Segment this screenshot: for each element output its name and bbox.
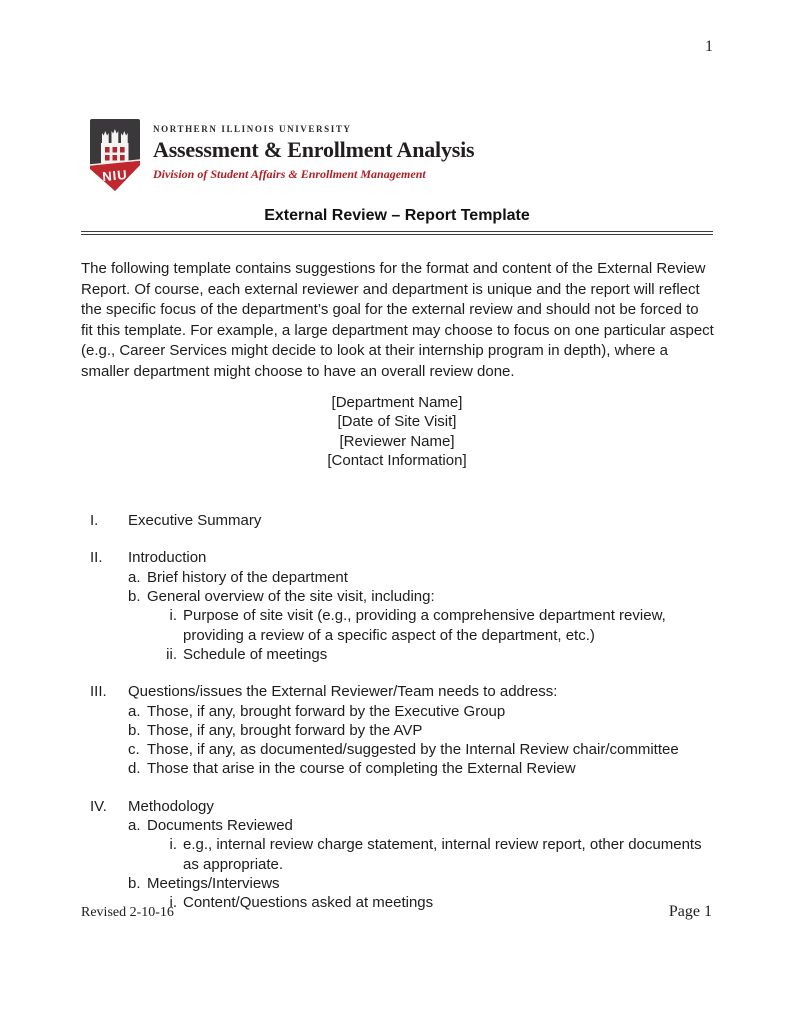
outline-marker: a. xyxy=(128,702,141,720)
outline-item-text: Those, if any, brought forward by the Executive Group xyxy=(147,702,506,720)
outline-section-questions-issues xyxy=(81,682,713,778)
logo-text-block xyxy=(153,118,474,182)
outline-subitem xyxy=(147,606,713,645)
outline-marker: i. xyxy=(169,894,177,912)
intro-paragraph: The following template contains suggestions for the format and content of the External Review Report. Of course, each external reviewer and department is unique and the report will reflect the specific focus of the department’s goal for the external review and should not be forced to fit this template. For example, a large department may choose to focus on one particular aspect (e.g., Career Services might decide to look at their internship program in depth), where a smaller department might choose to have an overall review done. xyxy=(81,260,714,380)
outline-item xyxy=(128,568,713,587)
footer-page-number: Page 1 xyxy=(668,903,712,920)
outline-marker: b. xyxy=(128,588,141,606)
outline-row xyxy=(81,682,713,701)
placeholder-contact-information: [Contact Information] xyxy=(327,451,467,469)
placeholder-block xyxy=(81,393,713,470)
outline-item-text: Meetings/Interviews xyxy=(147,874,280,892)
outline-marker: i. xyxy=(169,607,177,625)
outline-marker: I. xyxy=(90,512,99,530)
outline-item xyxy=(128,874,713,893)
outline-marker: b. xyxy=(128,721,141,739)
document-title: External Review – Report Template xyxy=(264,207,530,224)
outline-item xyxy=(128,816,713,835)
outline-subitem xyxy=(147,835,713,874)
outline-item xyxy=(128,740,713,759)
placeholder-department-name: [Department Name] xyxy=(331,394,463,411)
outline-marker: c. xyxy=(128,741,140,759)
outline-title: Executive Summary xyxy=(128,512,262,530)
outline-title: Methodology xyxy=(128,797,214,815)
outline-section-introduction xyxy=(81,548,713,664)
title-double-rule xyxy=(81,231,713,235)
outline-marker: III. xyxy=(90,683,107,701)
outline-marker: ii. xyxy=(166,645,177,663)
outline-item-text: Brief history of the department xyxy=(147,568,348,586)
niu-logo xyxy=(81,118,713,192)
logo-university-name: NORTHERN ILLINOIS UNIVERSITY xyxy=(153,124,352,134)
outline-marker: i. xyxy=(169,836,177,854)
outline-section-methodology xyxy=(81,797,713,913)
logo-department-name: Assessment & Enrollment Analysis xyxy=(153,137,475,162)
outline-subitem-text: Purpose of site visit (e.g., providing a comprehensive department review, providing a review of a specific aspect of the department, etc.) xyxy=(183,607,666,644)
outline-marker: IV. xyxy=(90,797,107,815)
outline-subitem-text: e.g., internal review charge statement, internal review report, other documents as appropriate. xyxy=(183,836,702,873)
niu-shield-icon xyxy=(88,118,142,192)
outline-item xyxy=(128,721,713,740)
logo-division-name: Division of Student Affairs & Enrollment Management xyxy=(153,167,426,181)
header-page-number: 1 xyxy=(705,38,713,55)
outline-marker: II. xyxy=(90,549,103,567)
outline-item-text: Those, if any, brought forward by the AVP xyxy=(147,721,423,739)
outline-item xyxy=(128,759,713,778)
outline-subitem-text: Content/Questions asked at meetings xyxy=(183,894,434,912)
outline-row xyxy=(81,511,713,530)
outline-title: Questions/issues the External Reviewer/Team needs to address: xyxy=(128,683,558,701)
outline-title: Introduction xyxy=(128,549,207,567)
placeholder-date-of-site-visit: [Date of Site Visit] xyxy=(337,413,457,431)
outline-item-text: Documents Reviewed xyxy=(147,817,293,835)
outline-item-text: General overview of the site visit, including: xyxy=(147,588,435,606)
outline-section-executive-summary xyxy=(81,511,713,530)
outline-row xyxy=(81,797,713,816)
outline-item-text: Those that arise in the course of completing the External Review xyxy=(147,760,576,778)
outline-marker: a. xyxy=(128,817,141,835)
footer-revised-date: Revised 2-10-16 xyxy=(81,905,174,920)
niu-shield-text: NIU xyxy=(101,166,129,185)
outline-marker: d. xyxy=(128,760,141,778)
outline-subitem-text: Schedule of meetings xyxy=(183,645,328,663)
page-footer xyxy=(81,903,712,921)
outline-marker: a. xyxy=(128,568,141,586)
outline-item xyxy=(128,702,713,721)
outline-row xyxy=(81,548,713,567)
outline xyxy=(81,511,713,912)
outline-item-text: Those, if any, as documented/suggested by the Internal Review chair/committee xyxy=(147,741,679,759)
outline-subitem xyxy=(147,645,713,664)
outline-marker: b. xyxy=(128,874,141,892)
placeholder-reviewer-name: [Reviewer Name] xyxy=(339,432,455,450)
outline-item xyxy=(128,587,713,606)
